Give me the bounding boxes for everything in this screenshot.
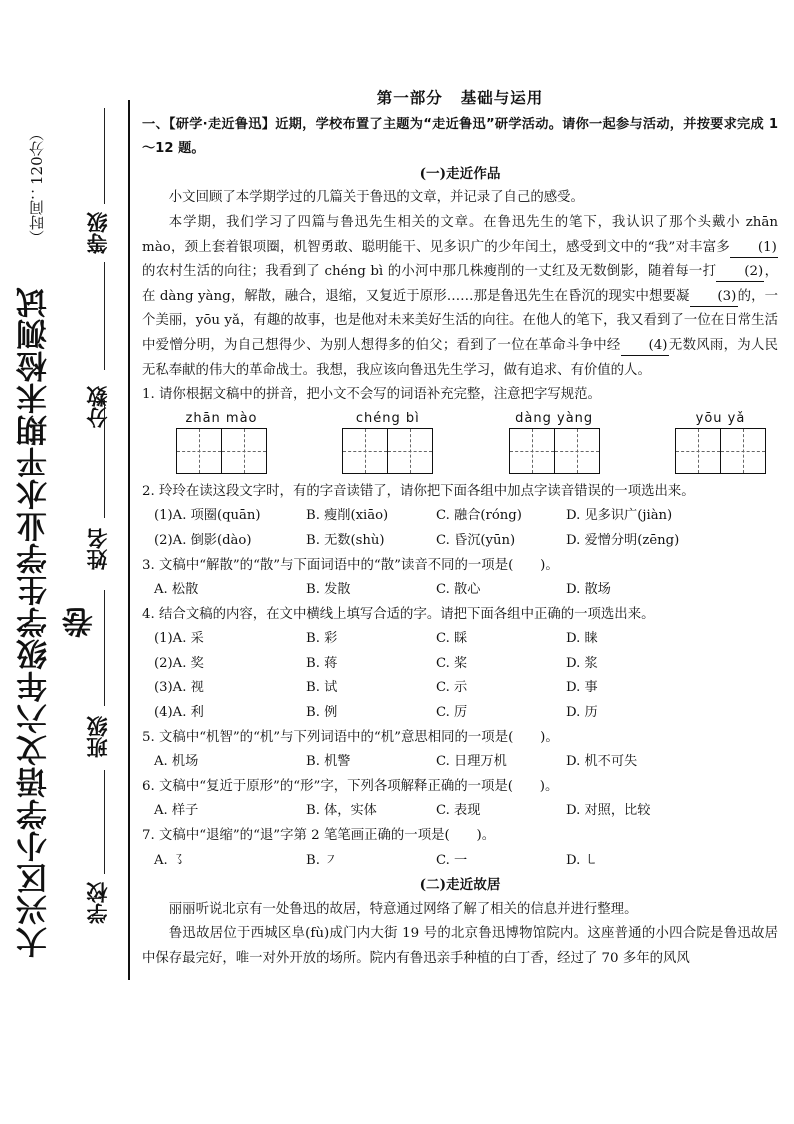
passage-part: ，在 dàng yàng，解散，融合，退缩，又复近于原形……那是鲁迅先生在昏沉的现实中想要凝	[142, 264, 779, 304]
exam-content	[142, 86, 778, 972]
option[interactable]: B. 例	[306, 705, 338, 721]
option[interactable]: B. 彩	[306, 631, 338, 647]
option[interactable]: D. 机不可失	[566, 754, 638, 770]
subsection-title-2: (二)走近故居	[419, 877, 501, 894]
pinyin-word	[509, 410, 600, 474]
option[interactable]: D. 对照，比较	[566, 803, 651, 819]
option[interactable]: C. 表现	[436, 803, 481, 819]
question-5-options	[154, 750, 778, 775]
blank-2[interactable]: (2)	[716, 263, 764, 282]
writing-grid[interactable]	[342, 428, 433, 474]
field-school-line[interactable]	[104, 770, 105, 874]
pinyin-grids	[176, 410, 766, 474]
question-4-options	[154, 627, 778, 725]
blank-1[interactable]: (1)	[730, 239, 778, 258]
pinyin-label: yōu yǎ	[695, 410, 746, 426]
option[interactable]: D. 睐	[566, 631, 598, 647]
field-school-label: 学校	[86, 882, 110, 924]
option[interactable]: D. 浆	[566, 655, 598, 671]
field-grade-label: 等级	[86, 212, 110, 254]
option[interactable]: C. 桨	[436, 655, 468, 671]
option[interactable]: C. 示	[436, 680, 468, 696]
question-7-options	[154, 849, 778, 874]
pinyin-label: dàng yàng	[515, 410, 594, 426]
question-2: 2. 玲玲在读这段文字时，有的字音读错了，请你把下面各组中加点字读音错误的一项选出来。	[142, 483, 695, 499]
option[interactable]: D. 见多识广(jiàn)	[566, 508, 673, 524]
option[interactable]: (4)A. 利	[154, 705, 204, 721]
question-1: 1. 请你根据文稿中的拼音，把小文不会写的词语补充完整，注意把字写规范。	[142, 387, 601, 403]
option[interactable]: C. 日理万机	[436, 754, 507, 770]
question-6: 6. 文稿中“复近于原形”的“形”字，下列各项解释正确的一项是( )。	[142, 778, 559, 794]
writing-grid[interactable]	[675, 428, 766, 474]
option[interactable]: (2)A. 奖	[154, 655, 204, 671]
char-box[interactable]	[510, 429, 555, 473]
part-title	[142, 86, 778, 111]
passage-part: 的农村生活的向往；我看到了 chéng bì 的小河中那几株瘦削的一丈红及无数倒影，随着每一打	[142, 264, 717, 280]
question-4: 4. 结合文稿的内容，在文中横线上填写合适的字。请把下面各组中正确的一项选出来。	[142, 606, 655, 622]
option[interactable]: (1)A. 项圈(quān)	[154, 508, 261, 524]
option[interactable]: C. 厉	[436, 705, 468, 721]
field-name-label: 姓名	[86, 528, 110, 570]
option[interactable]: B. 瘦削(xiāo)	[306, 508, 389, 524]
option[interactable]: B. 蒋	[306, 655, 338, 671]
char-box[interactable]	[388, 429, 432, 473]
char-box[interactable]	[222, 429, 266, 473]
part-name: 基础与运用	[460, 89, 544, 107]
option[interactable]: B. 体，实体	[306, 803, 377, 819]
writing-grid[interactable]	[176, 428, 267, 474]
question-3: 3. 文稿中“解散”的“散”与下面词语中的“散”读音不同的一项是( )。	[142, 557, 559, 573]
option[interactable]: C. 睬	[436, 631, 468, 647]
passage-part: 无数风雨，为人民无私奉献的伟大的革命战士。我想，我应该向鲁迅先生学习，做有追求、有价值的人。	[142, 337, 779, 378]
option[interactable]: A. 机场	[154, 754, 199, 770]
subsection-title-1: (一)走近作品	[419, 165, 501, 182]
pinyin-label: zhān mào	[185, 410, 258, 426]
option[interactable]: B. 机警	[306, 754, 351, 770]
binding-line	[128, 100, 130, 980]
option[interactable]: C. 散心	[436, 582, 481, 598]
question-3-options	[154, 578, 778, 603]
exam-time-note: （时间：120分）	[28, 126, 46, 246]
pinyin-word	[342, 410, 433, 474]
option[interactable]: C. 融合(róng)	[436, 508, 522, 524]
field-score-label: 分数	[86, 386, 110, 428]
pinyin-word	[176, 410, 267, 474]
exam-title: 大兴区小学语文六年级学生学业水平期末检测试卷	[17, 286, 99, 958]
option[interactable]: (1)A. 采	[154, 631, 204, 647]
part-label: 第一部分	[376, 89, 443, 107]
section2-text: 鲁迅故居位于西城区阜(fù)成门内大街 19 号的北京鲁迅博物馆院内。这座普通的小四合院是鲁迅故居中保存最完好，唯一对外开放的场所。院内有鲁迅亲手种植的白丁香，经过了 70 多年的风风	[142, 926, 778, 966]
option[interactable]: D. ㇄	[566, 852, 598, 868]
question-5: 5. 文稿中“机智”的“机”与下列词语中的“机”意思相同的一项是( )。	[142, 729, 559, 745]
section2-lead: 丽丽听说北京有一处鲁迅的故居，特意通过网络了解了相关的信息并进行整理。	[168, 901, 638, 917]
passage-lead: 小文回顾了本学期学过的几篇关于鲁迅的文章，并记录了自己的感受。	[168, 190, 584, 206]
section-intro: 一、【研学·走近鲁迅】近期，学校布置了主题为“走近鲁迅”研学活动。请你一起参与活动，并按要求完成 1～12 题。	[142, 116, 778, 157]
writing-grid[interactable]	[509, 428, 600, 474]
question-6-options	[154, 799, 778, 824]
char-box[interactable]	[676, 429, 721, 473]
question-2-options	[154, 504, 778, 553]
pinyin-word	[675, 410, 766, 474]
option[interactable]: B. 试	[306, 680, 338, 696]
char-box[interactable]	[177, 429, 222, 473]
field-score-line[interactable]	[104, 262, 105, 370]
passage-text	[142, 211, 778, 383]
option[interactable]: (2)A. 倒影(dào)	[154, 532, 252, 548]
option[interactable]: B. 无数(shù)	[306, 532, 385, 548]
option[interactable]: A. ㇌	[154, 852, 186, 868]
option[interactable]: B. 发散	[306, 582, 351, 598]
option[interactable]: D. 散场	[566, 582, 611, 598]
blank-4[interactable]: (4)	[621, 337, 669, 356]
field-class-label: 班级	[86, 716, 110, 758]
field-grade-line[interactable]	[104, 108, 105, 204]
option[interactable]: A. 样子	[154, 803, 199, 819]
field-class-line[interactable]	[104, 590, 105, 706]
option[interactable]: D. 爱憎分明(zēng)	[566, 532, 680, 548]
option[interactable]: C. 一	[436, 852, 468, 868]
char-box[interactable]	[343, 429, 388, 473]
blank-3[interactable]: (3)	[690, 288, 738, 307]
option[interactable]: (3)A. 视	[154, 680, 204, 696]
pinyin-label: chéng bì	[355, 410, 420, 426]
question-7: 7. 文稿中“退缩”的“退”字第 2 笔笔画正确的一项是( )。	[142, 828, 496, 844]
option[interactable]: D. 事	[566, 680, 598, 696]
option[interactable]: D. 历	[566, 705, 598, 721]
option[interactable]: B. ㇇	[306, 852, 338, 868]
char-box[interactable]	[555, 429, 599, 473]
passage-part: 本学期，我们学习了四篇与鲁迅先生相关的文章。在鲁迅先生的笔下，我认识了那个头戴小 zhān mào，颈上套着银项圈，机智勇敢、聪明能干、见多识广的少年闰土，感受到文中的“我”对丰富多	[142, 214, 778, 255]
char-box[interactable]	[721, 429, 765, 473]
option[interactable]: C. 昏沉(yūn)	[436, 532, 516, 548]
passage-part: 的，一个美丽，yōu yǎ，有趣的故事，也是他对未来美好生活的向往。在他人的笔下，我又看到了一位在日常生活中爱憎分明，为自己想得少、为别人想得多的伯父；看到了一位在革命斗争中经	[142, 288, 778, 353]
option[interactable]: A. 松散	[154, 582, 199, 598]
